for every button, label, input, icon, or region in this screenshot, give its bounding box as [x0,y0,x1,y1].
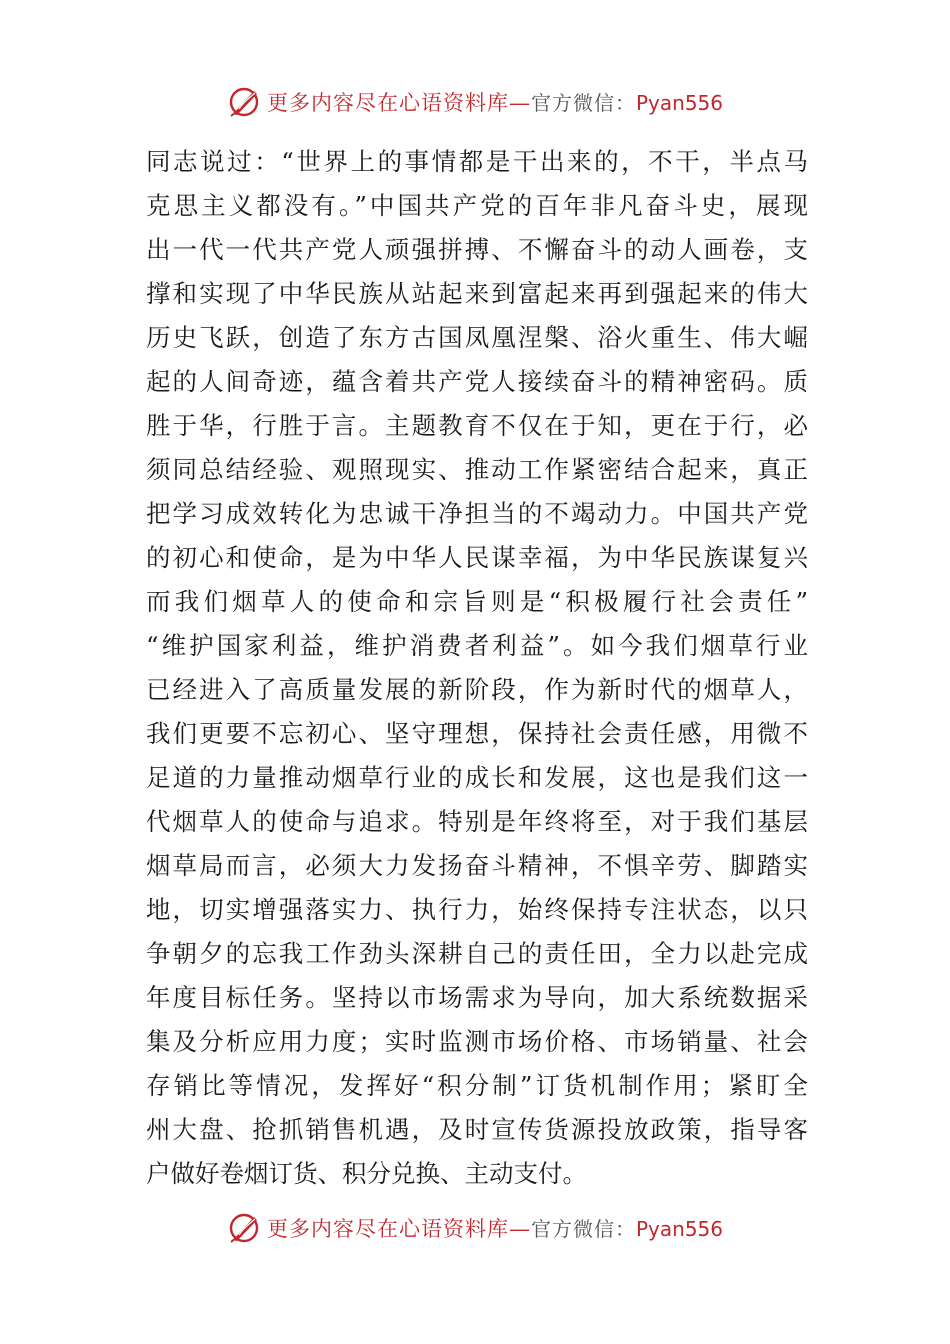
text-line: 地，切实增强落实力、执行力，始终保持专注状态，以只 [146,895,808,924]
quill-logo-icon [227,1211,261,1245]
text-line: 已经进入了高质量发展的新阶段，作为新时代的烟草人， [146,675,808,704]
text-line: 克思主义都没有。”中国共产党的百年非凡奋斗史，展现 [146,191,808,220]
watermark-main: 更多内容尽在心语资料库 [266,91,509,115]
watermark-official: 官方微信： [530,91,636,115]
document-body [146,140,808,1196]
text-line: 存销比等情况，发挥好“积分制”订货机制作用；紧盯全 [146,1071,808,1100]
watermark-text [267,87,723,117]
text-line: 而我们烟草人的使命和宗旨则是“积极履行社会责任” [146,587,808,616]
text-line: 烟草局而言，必须大力发扬奋斗精神，不惧辛劳、脚踏实 [146,851,808,880]
watermark-dash: — [508,91,531,115]
text-line: “维护国家利益，维护消费者利益”。如今我们烟草行业 [146,631,808,660]
text-line: 把学习成效转化为忠诚干净担当的不竭动力。中国共产党 [146,499,808,528]
text-line: 集及分析应用力度；实时监测市场价格、市场销量、社会 [146,1027,808,1056]
text-line: 起的人间奇迹，蕴含着共产党人接续奋斗的精神密码。质 [146,367,808,396]
text-line: 代烟草人的使命与追求。特别是年终将至，对于我们基层 [146,807,808,836]
text-line: 须同总结经验、观照现实、推动工作紧密结合起来，真正 [146,455,808,484]
text-line: 历史飞跃，创造了东方古国凤凰涅槃、浴火重生、伟大崛 [146,323,808,352]
watermark-main: 更多内容尽在心语资料库 [266,1217,509,1241]
text-line: 年度目标任务。坚持以市场需求为导向，加大系统数据采 [146,983,808,1012]
watermark-text [267,1213,723,1243]
text-line: 的初心和使命，是为中华人民谋幸福，为中华民族谋复兴 [146,543,808,572]
text-line: 州大盘、抢抓销售机遇，及时宣传货源投放政策，指导客 [146,1115,808,1144]
footer-watermark [0,1208,950,1248]
quill-logo-icon [227,85,261,119]
watermark-wechat-id: Pyan556 [635,91,723,115]
watermark-wechat-id: Pyan556 [635,1217,723,1241]
text-line: 户做好卷烟订货、积分兑换、主动支付。 [146,1159,587,1188]
text-line: 撑和实现了中华民族从站起来到富起来再到强起来的伟大 [146,279,808,308]
text-line: 足道的力量推动烟草行业的成长和发展，这也是我们这一 [146,763,808,792]
watermark-official: 官方微信： [530,1217,636,1241]
header-watermark [0,82,950,122]
text-line: 出一代一代共产党人顽强拼搏、不懈奋斗的动人画卷，支 [146,235,808,264]
text-line: 争朝夕的忘我工作劲头深耕自己的责任田，全力以赴完成 [146,939,808,968]
text-line: 同志说过：“世界上的事情都是干出来的，不干，半点马 [146,147,808,176]
text-line: 我们更要不忘初心、坚守理想，保持社会责任感，用微不 [146,719,808,748]
watermark-dash: — [508,1217,531,1241]
text-line: 胜于华，行胜于言。主题教育不仅在于知，更在于行，必 [146,411,808,440]
